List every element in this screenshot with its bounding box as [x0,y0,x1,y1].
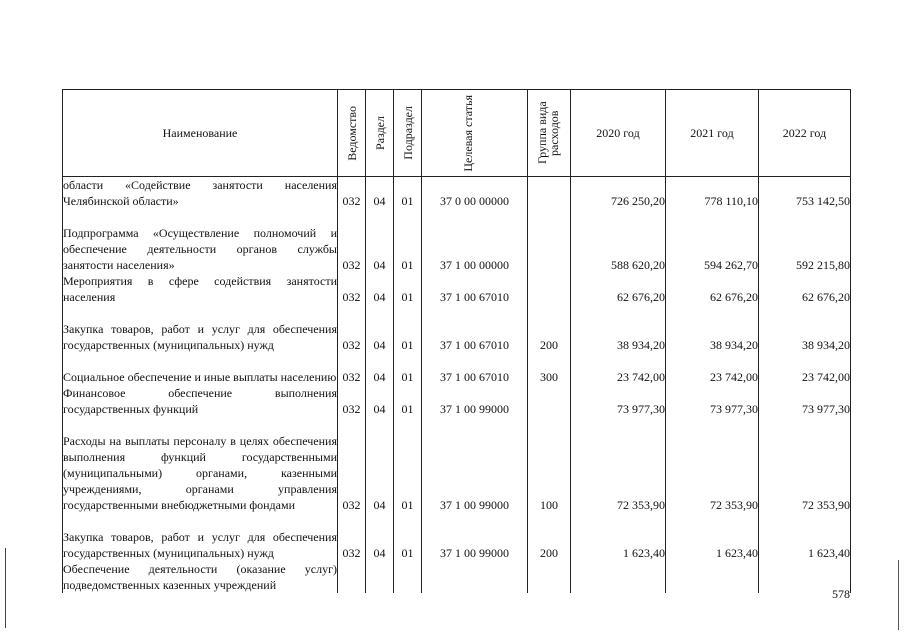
cell-target [422,561,528,593]
cell-2022: 62 676,20 [759,273,851,305]
cell-dept: 032 [338,353,366,385]
cell-2021: 38 934,20 [666,305,759,353]
cell-dept: 032 [338,209,366,273]
cell-2020: 726 250,20 [571,177,666,210]
cell-section: 04 [366,417,394,513]
cell-name: Обеспечение деятельности (оказание услуг) подведомственных казенных учреждений [63,562,337,592]
header-target: Целевая статья [422,90,528,177]
header-name: Наименование [63,90,338,177]
cell-2022: 73 977,30 [759,385,851,417]
cell-section: 04 [366,273,394,305]
table-row [63,177,851,210]
table-row [63,273,851,305]
cell-target: 37 0 00 00000 [422,177,528,210]
cell-subsection: 01 [394,209,422,273]
cell-target: 37 1 00 67010 [422,353,528,385]
cell-subsection: 01 [394,177,422,210]
cell-exp-group [528,385,571,417]
cell-2022: 72 353,90 [759,417,851,513]
cell-subsection: 01 [394,513,422,561]
cell-subsection: 01 [394,305,422,353]
cell-subsection: 01 [394,273,422,305]
cell-2021: 73 977,30 [666,385,759,417]
cell-exp-group: 200 [528,305,571,353]
cell-subsection: 01 [394,385,422,417]
table-row [63,561,851,593]
cell-2020: 38 934,20 [571,305,666,353]
cell-section: 04 [366,513,394,561]
cell-2020: 1 623,40 [571,513,666,561]
cell-exp-group: 300 [528,353,571,385]
header-exp-group: Группа вида расходов [528,90,571,177]
cell-2020: 72 353,90 [571,417,666,513]
cell-name: Закупка товаров, работ и услуг для обеспечения государственных (муниципальных) нужд [63,513,338,561]
cell-name: Мероприятия в сфере содействия занятости населения [63,274,337,304]
cell-name: Финансовое обеспечение выполнения государственных функций [63,386,337,416]
cell-2022: 1 623,40 [759,513,851,561]
cell-exp-group: 200 [528,513,571,561]
cell-subsection: 01 [394,353,422,385]
cell-target: 37 1 00 99000 [422,513,528,561]
cell-target: 37 1 00 99000 [422,385,528,417]
cell-dept: 032 [338,273,366,305]
cell-2021: 1 623,40 [666,513,759,561]
header-2022: 2022 год [759,90,851,177]
cell-2021: 778 110,10 [666,177,759,210]
table-row [63,353,851,385]
table-header-row [63,90,851,177]
cell-target: 37 1 00 00000 [422,209,528,273]
table-row [63,417,851,513]
cell-dept: 032 [338,385,366,417]
cell-section: 04 [366,305,394,353]
cell-2020: 23 742,00 [571,353,666,385]
table-row [63,513,851,561]
cell-section: 04 [366,385,394,417]
table-row [63,385,851,417]
cell-2021: 594 262,70 [666,209,759,273]
cell-2021: 23 742,00 [666,353,759,385]
header-2020: 2020 год [571,90,666,177]
cell-dept: 032 [338,305,366,353]
cell-2020: 62 676,20 [571,273,666,305]
cell-target: 37 1 00 67010 [422,305,528,353]
cell-section: 04 [366,353,394,385]
cell-2021: 72 353,90 [666,417,759,513]
cell-exp-group [528,209,571,273]
cell-subsection [394,561,422,593]
cell-section: 04 [366,177,394,210]
header-2021: 2021 год [666,90,759,177]
cell-2022: 23 742,00 [759,353,851,385]
cell-target: 37 1 00 99000 [422,417,528,513]
header-dept: Ведомство [338,90,366,177]
cell-name: Расходы на выплаты персоналу в целях обеспечения выполнения функций государственными (муниципальными) органами, казенными учреждениями, органами управления государственными внебюджетными фондами [63,417,338,513]
cell-name: Подпрограмма «Осуществление полномочий и обеспечение деятельности органов службы занятости населения» [63,209,338,273]
cell-dept: 032 [338,417,366,513]
header-section: Раздел [366,90,394,177]
budget-table [62,89,851,593]
cell-exp-group [528,177,571,210]
cell-2020 [571,561,666,593]
cell-dept: 032 [338,177,366,210]
cell-2020: 588 620,20 [571,209,666,273]
cell-2022: 592 215,80 [759,209,851,273]
cell-subsection: 01 [394,417,422,513]
cell-name: Социальное обеспечение и иные выплаты населению [63,353,338,385]
cell-section: 04 [366,209,394,273]
cell-exp-group [528,561,571,593]
cell-name: Закупка товаров, работ и услуг для обеспечения государственных (муниципальных) нужд [63,305,338,353]
table-row [63,209,851,273]
page-number: 578 [832,587,850,601]
cell-2021 [666,561,759,593]
cell-dept: 032 [338,513,366,561]
cell-section [366,561,394,593]
cell-2021: 62 676,20 [666,273,759,305]
cell-name: области «Содействие занятости населения Челябинской области» [63,178,337,208]
table-row [63,305,851,353]
scan-edge-mark [5,548,6,628]
cell-2022: 753 142,50 [759,177,851,210]
header-subsection: Подраздел [394,90,422,177]
cell-exp-group [528,273,571,305]
cell-exp-group: 100 [528,417,571,513]
cell-target: 37 1 00 67010 [422,273,528,305]
cell-2020: 73 977,30 [571,385,666,417]
cell-dept [338,561,366,593]
cell-2022: 38 934,20 [759,305,851,353]
scan-edge-mark [898,560,899,630]
